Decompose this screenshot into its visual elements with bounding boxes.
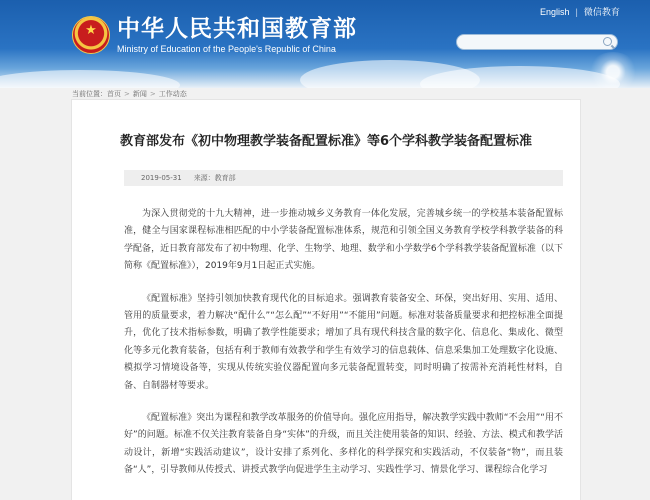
breadcrumb	[72, 88, 580, 100]
dandelion-decoration	[588, 52, 638, 88]
chevron-right-icon: >	[149, 90, 156, 98]
article-body	[124, 206, 563, 495]
article-title: 教育部发布《初中物理教学装备配置标准》等6个学科教学装备配置标准	[119, 134, 533, 149]
breadcrumb-label: 当前位置：	[72, 90, 107, 98]
article-paragraph: 为深入贯彻党的十九大精神，进一步推动城乡义务教育一体化发展，完善城乡统一的学校基本装备配置标准，健全与国家课程标准相匹配的中小学装备配置标准体系，规范和引领全国义务教育学校学科教学装备的科学配备，近日教育部发布了初中物理、化学、生物学、地理、数学和小学数学6个学科教学装备配置标准（以下简称《配置标准》），2019年9月1日起正式实施。	[124, 209, 563, 272]
search-input[interactable]	[456, 34, 618, 50]
top-links	[540, 5, 620, 18]
english-link[interactable]: English	[540, 7, 570, 17]
site-subtitle: Ministry of Education of the People's Republic of China	[117, 44, 336, 54]
wechat-link[interactable]: 微信教育	[583, 7, 620, 17]
article-meta	[124, 170, 563, 186]
breadcrumb-news[interactable]: 新闻	[132, 90, 147, 98]
national-emblem-logo	[72, 16, 110, 54]
article-paragraph: 《配置标准》突出为课程和教学改革服务的价值导向。强化应用指导，解决教学实践中教师“不会用”“用不好”的问题。标准不仅关注教育装备自身“实体”的升级，而且关注使用装备的知识、经验、方法、模式和教学活动设计，新增“实践活动建议”，设计安排了系列化、多样化的科学探究和实践活动，不仅装备“物”，而且装备“人”，引导教师从传授式、讲授式教学向促进学生主动学习、实践性学习、情景化学习、课程综合化学习	[124, 413, 563, 476]
search-icon[interactable]	[603, 37, 612, 46]
link-separator: |	[575, 7, 578, 17]
article-source: 来源：教育部	[193, 174, 236, 182]
breadcrumb-work-news[interactable]: 工作动态	[158, 90, 187, 98]
article-container	[72, 100, 580, 500]
breadcrumb-home[interactable]: 首页	[107, 90, 121, 98]
site-header	[0, 0, 650, 88]
article-paragraph: 《配置标准》坚持引领加快教育现代化的目标追求。强调教育装备安全、环保，突出好用、实用、适用、管用的质量要求，着力解决“配什么”“怎么配”“不好用”“不能用”问题。标准对装备质量要求和把控标准全面提升，优化了技术指标参数，明确了教学性能要求；增加了具有现代科技含量的数字化、信息化、集成化、微型化等多元化教育装备，包括有利于教师有效教学和学生有效学习的信息载体、信息采集加工处理数字化设施、模拟学习情境设备等，实现从传统实验仪器配置向多元装备配置转变，同时明确了按需补充消耗性材料，自备、自制器材等要求。	[124, 293, 563, 391]
article-date: 2019-05-31	[141, 174, 182, 182]
chevron-right-icon: >	[124, 90, 130, 98]
site-title: 中华人民共和国教育部	[117, 16, 357, 42]
